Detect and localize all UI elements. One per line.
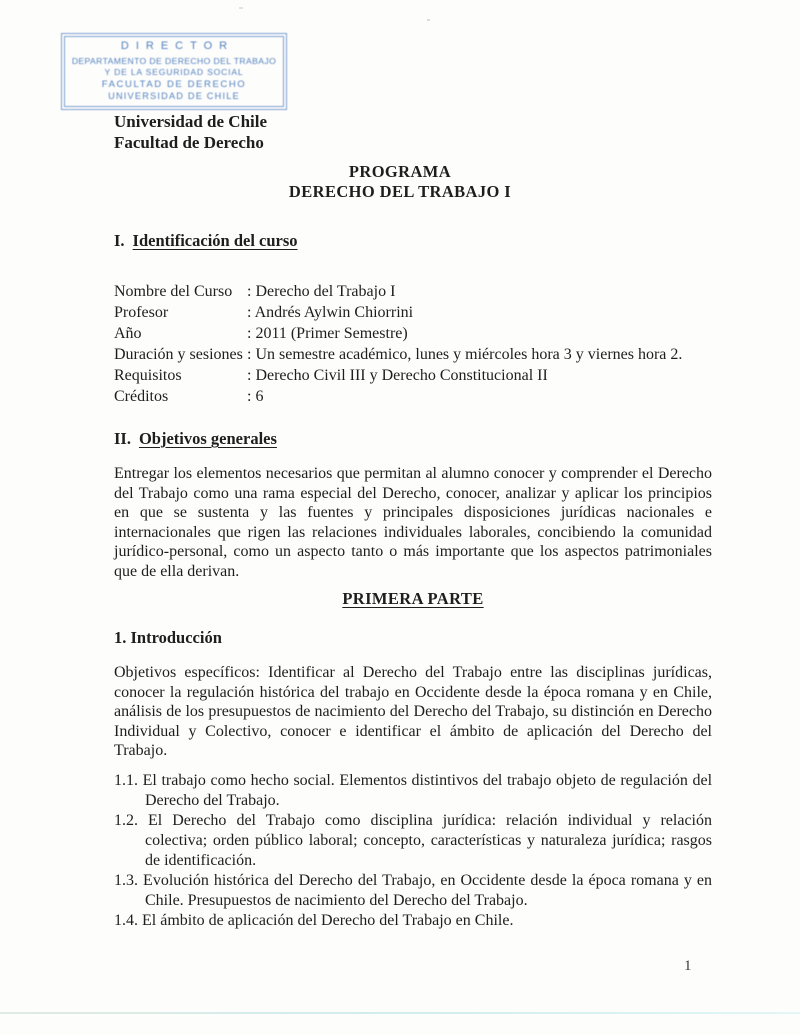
syllabus-item-1-2 xyxy=(114,811,712,871)
field-row-prerequisites xyxy=(114,365,712,386)
scan-speck xyxy=(239,7,243,9)
field-label: Profesor xyxy=(114,304,169,321)
syllabus-item-1-1 xyxy=(114,771,712,811)
item-number: 1.2. xyxy=(114,811,138,829)
item-text: El Derecho del Trabajo como disciplina jurídica: relación individual y relación colectiva; orden público laboral; concepto, características y naturaleza jurídica; rasgos de identificación. xyxy=(145,811,712,869)
item-number: 1.1. xyxy=(114,771,138,789)
field-row-credits xyxy=(114,386,712,407)
page-number: 1 xyxy=(684,958,692,974)
syllabus-item-1-3 xyxy=(114,871,712,911)
institution-name: Universidad de Chile xyxy=(114,112,268,131)
section-1-number: I. xyxy=(114,231,125,250)
general-objectives-paragraph: Entregar los elementos necesarios que permitan al alumno conocer y comprender el Derecho del Trabajo como una rama especial del Derecho, conocer, analizar y aplicar los principios en que se sustenta y las fuentes y principales disposiciones jurídicas nacionales e internacionales que rigen las relaciones individuales laborales, concibiendo la comunidad jurídico-personal, como un aspecto tanto o más importante que los aspectos patrimoniales que de ella derivan. xyxy=(114,465,712,580)
item-text: Evolución histórica del Derecho del Trabajo, en Occidente desde la época romana y en Chile. Presupuestos de nacimiento del Derecho del Trabajo. xyxy=(143,871,712,909)
section-1-heading xyxy=(114,231,712,251)
field-value: : Un semestre académico, lunes y miércoles hora 3 y viernes hora 2. xyxy=(247,346,683,363)
stamp-line-university: UNIVERSIDAD DE CHILE xyxy=(108,91,240,102)
stamp-line-department: DEPARTAMENTO DE DERECHO DEL TRABAJO xyxy=(71,55,277,66)
item-number: 1.3. xyxy=(114,871,138,889)
field-value: : 2011 (Primer Semestre) xyxy=(247,325,408,342)
primera-parte-title: PRIMERA PARTE xyxy=(342,589,484,608)
syllabus-item-list xyxy=(114,771,712,931)
specific-objectives-paragraph: Objetivos específicos: Identificar al Derecho del Trabajo entre las disciplinas jurídicas, conocer la regulación histórica del trabajo en Occidente desde la época romana y en Chile, análisis de los presupuestos de nacimiento del Derecho del Trabajo, su distinción en Derecho Individual y Colectivo, conocer e identificar el ámbito de aplicación del Derecho del Trabajo. xyxy=(114,664,712,759)
stamp-line-director: DIRECTOR xyxy=(120,40,235,53)
section-2-number: II. xyxy=(114,429,131,448)
field-value: : Andrés Aylwin Chiorrini xyxy=(247,304,414,321)
introduction-heading: 1. Introducción xyxy=(114,628,222,647)
field-label: Año xyxy=(114,325,142,342)
field-value: : Derecho Civil III y Derecho Constitucional II xyxy=(247,367,548,384)
faculty-name: Facultad de Derecho xyxy=(114,133,264,152)
primera-parte-heading xyxy=(114,589,712,609)
letterhead xyxy=(114,111,267,153)
section-2-title: Objetivos generales xyxy=(138,429,277,448)
field-row-professor xyxy=(114,302,712,323)
document-body xyxy=(114,231,712,931)
syllabus-item-1-4 xyxy=(114,911,712,931)
field-label: Créditos xyxy=(114,388,169,405)
course-identification-fields xyxy=(114,281,712,407)
field-row-duration xyxy=(114,344,712,365)
field-value: : Derecho del Trabajo I xyxy=(247,283,396,300)
item-number: 1.4. xyxy=(114,911,138,929)
title-programa: PROGRAMA xyxy=(348,162,452,181)
stamp-line-social-security: Y DE LA SEGURIDAD SOCIAL xyxy=(104,66,244,77)
scan-artifact-line xyxy=(0,1012,800,1014)
stamp-line-faculty: FACULTAD DE DERECHO xyxy=(101,79,247,91)
section-1-title: Identificación del curso xyxy=(132,231,298,250)
item-text: El ámbito de aplicación del Derecho del Trabajo en Chile. xyxy=(142,911,514,929)
document-title xyxy=(0,162,800,202)
field-label: Nombre del Curso xyxy=(114,283,233,300)
field-row-course-name xyxy=(114,281,712,302)
field-row-year xyxy=(114,323,712,344)
title-course-name: DERECHO DEL TRABAJO I xyxy=(288,182,512,201)
department-director-stamp xyxy=(61,33,287,110)
field-label: Requisitos xyxy=(114,367,182,384)
item-text: El trabajo como hecho social. Elementos distintivos del trabajo objeto de regulación del Derecho del Trabajo. xyxy=(142,771,713,809)
field-value: : 6 xyxy=(247,388,264,405)
field-label: Duración y sesiones xyxy=(114,346,243,363)
section-2-heading xyxy=(114,429,712,449)
scan-speck xyxy=(427,19,430,21)
